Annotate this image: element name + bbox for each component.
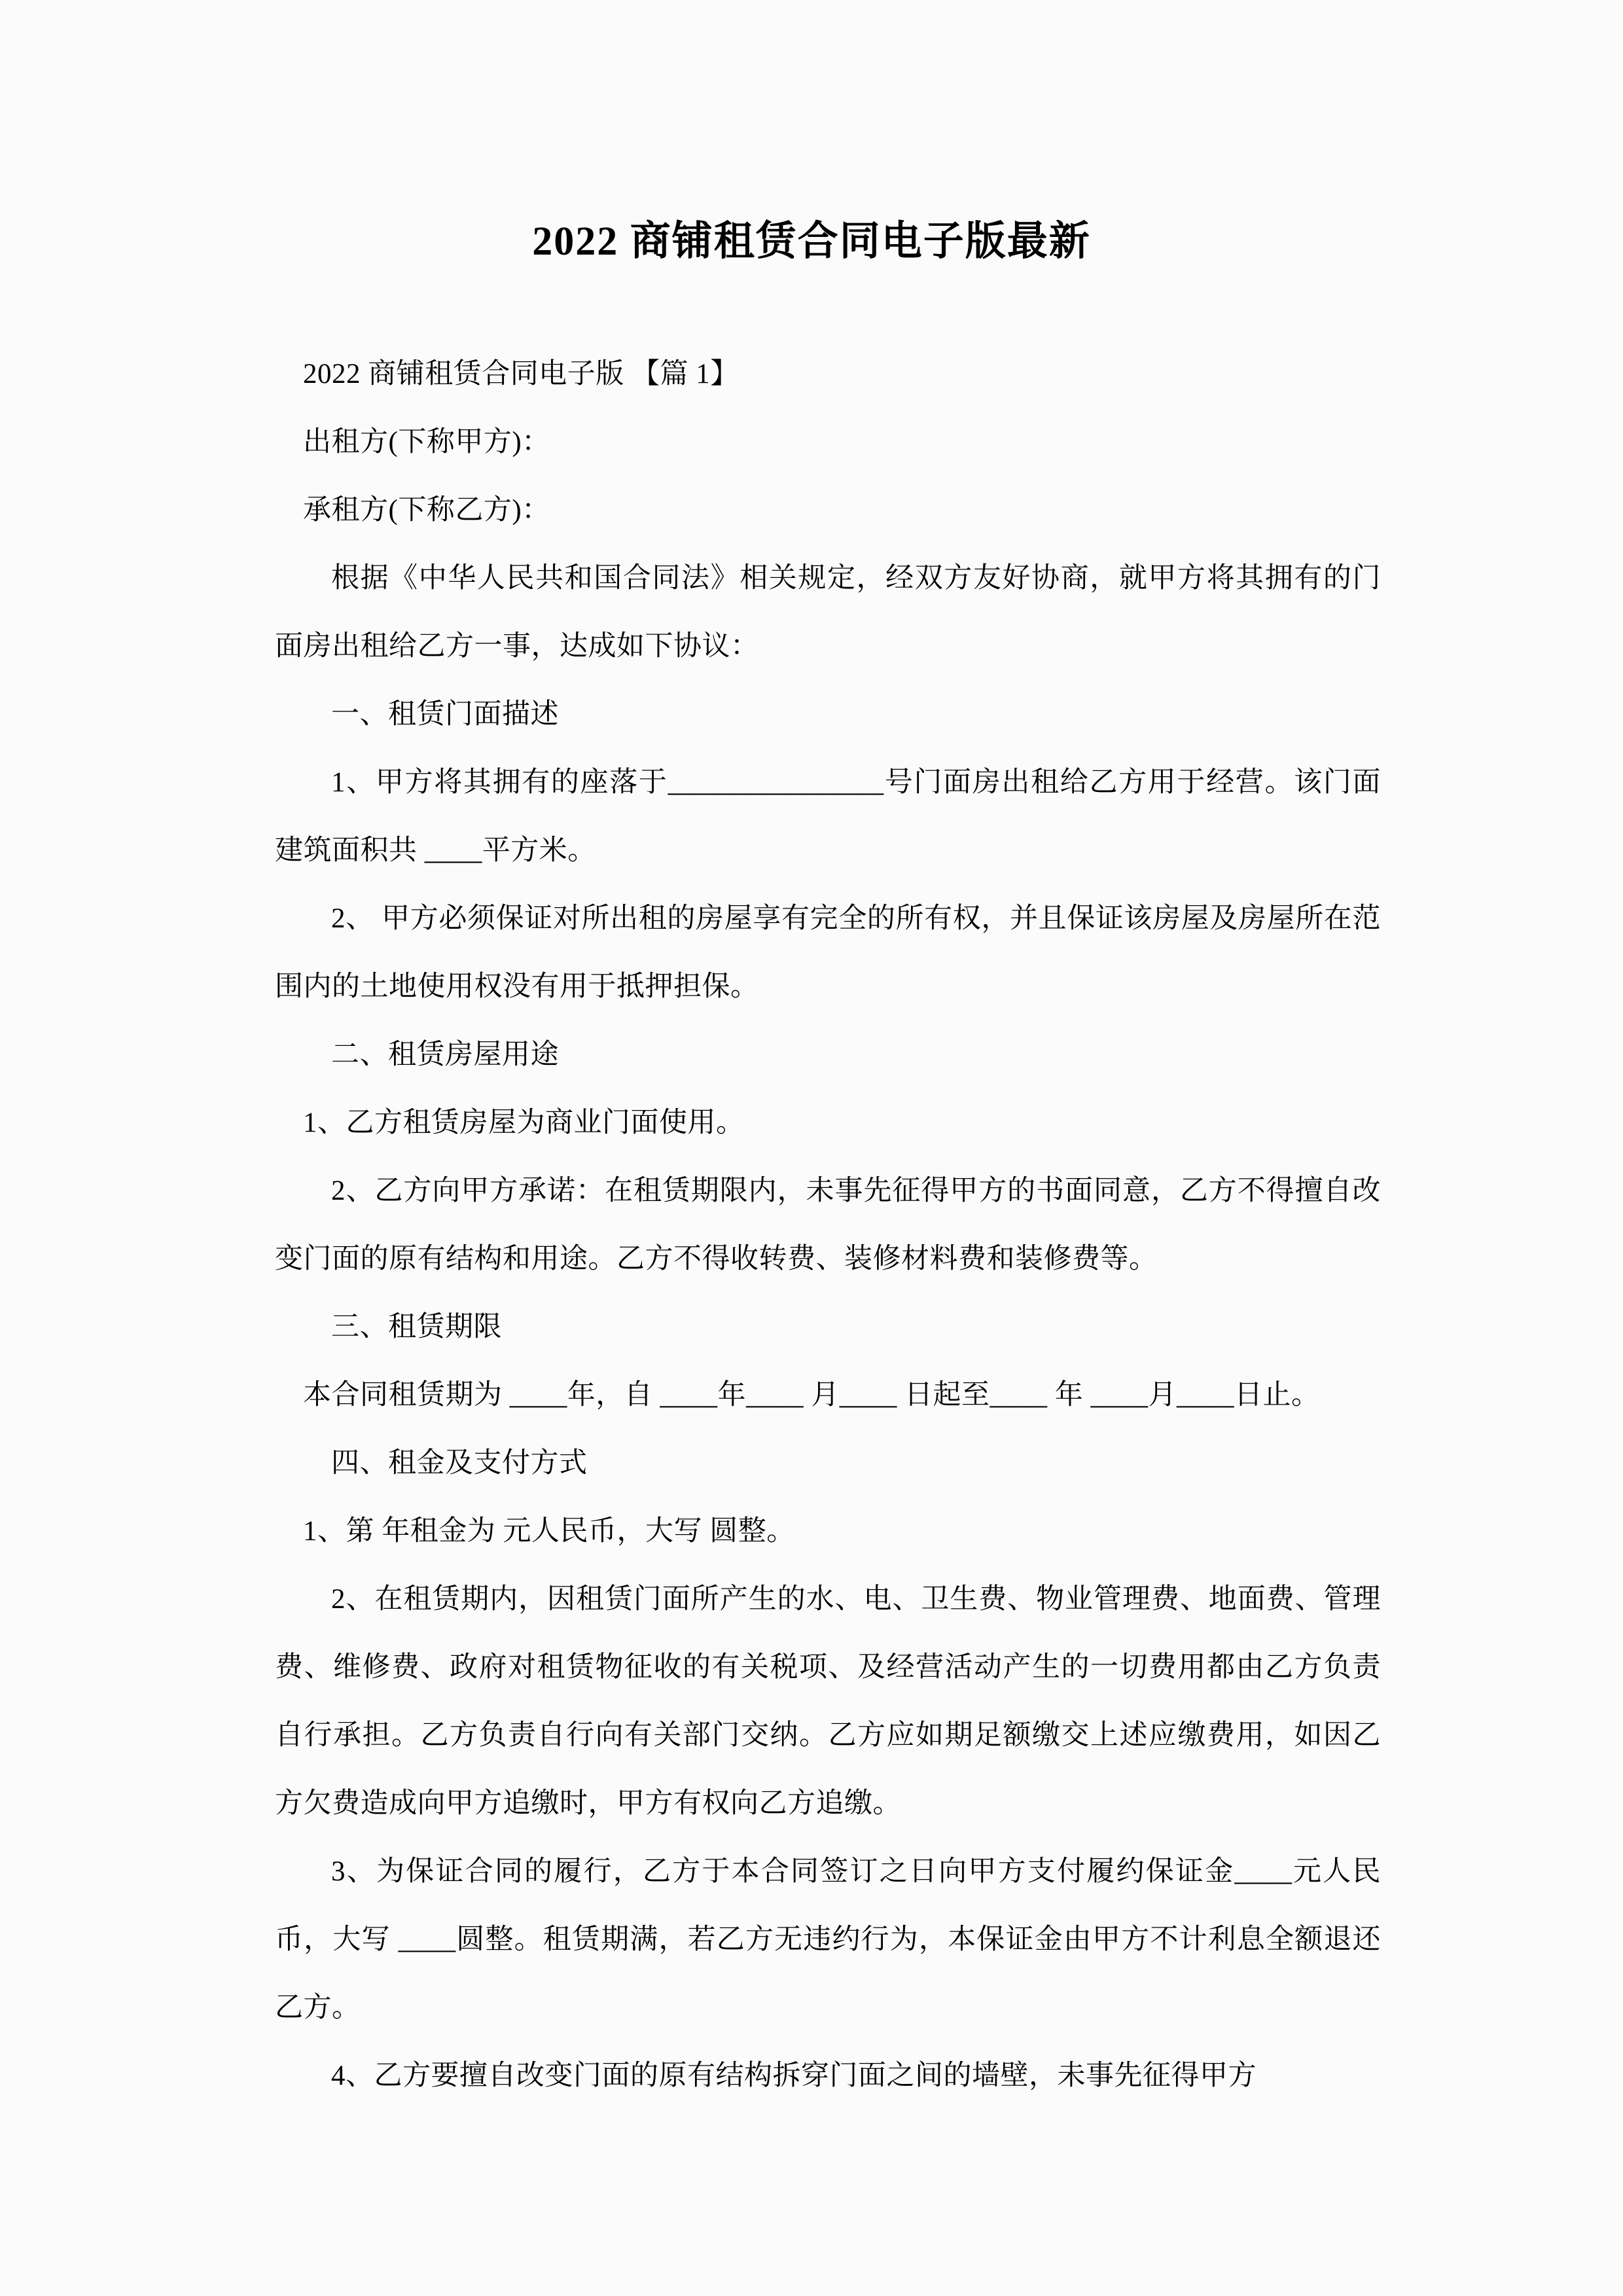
paragraph-section-3-item-1: 本合同租赁期为 ____年，自 ____年____ 月____ 日起至____ 年 ____月____日止。 [303, 1380, 1320, 1410]
document-body [275, 340, 1381, 2110]
paragraph-section-1-item-2: 2、 甲方必须保证对所出租的房屋享有完全的所有权，并且保证该房屋及房屋所在范围内的土地使用权没有用于抵押担保。 [275, 903, 1381, 1002]
paragraph-section-2-item-2: 2、乙方向甲方承诺：在租赁期限内，未事先征得甲方的书面同意，乙方不得擅自改变门面的原有结构和用途。乙方不得收转费、装修材料费和装修费等。 [275, 1175, 1381, 1274]
heading-section-3: 三、租赁期限 [331, 1312, 502, 1342]
heading-section-4: 四、租金及支付方式 [331, 1448, 588, 1479]
paragraph-section-4-item-4: 4、乙方要擅自改变门面的原有结构拆穿门面之间的墙壁，未事先征得甲方 [331, 2060, 1257, 2091]
paragraph-lessee: 承租方(下称乙方)： [303, 495, 550, 526]
paragraph-preamble: 根据《中华人民共和国合同法》相关规定，经双方友好协商，就甲方将其拥有的门面房出租给乙方一事，达成如下协议： [275, 563, 1381, 662]
paragraph-section-4-item-1: 1、第 年租金为 元人民币，大写 圆整。 [303, 1516, 795, 1547]
paragraph-section-4-item-3: 3、为保证合同的履行，乙方于本合同签订之日向甲方支付履约保证金____元人民币，大写 ____圆整。租赁期满，若乙方无违约行为，本保证金由甲方不计利息全额退还乙方。 [275, 1856, 1381, 2023]
paragraph-subtitle: 2022 商铺租赁合同电子版 【篇 1】 [303, 359, 739, 389]
paragraph-section-1-item-1: 1、甲方将其拥有的座落于_______________号门面房出租给乙方用于经营。该门面建筑面积共 ____平方米。 [275, 767, 1381, 866]
page-title: 2022 商铺租赁合同电子版最新 [532, 219, 1091, 264]
paragraph-section-2-item-1: 1、乙方租赁房屋为商业门面使用。 [303, 1107, 745, 1138]
paragraph-lessor: 出租方(下称甲方)： [303, 427, 550, 457]
heading-section-1: 一、租赁门面描述 [331, 699, 559, 730]
heading-section-2: 二、租赁房屋用途 [331, 1039, 559, 1070]
paragraph-section-4-item-2: 2、在租赁期内，因租赁门面所产生的水、电、卫生费、物业管理费、地面费、管理费、维修费、政府对租赁物征收的有关税项、及经营活动产生的一切费用都由乙方负责自行承担。乙方负责自行向有关部门交纳。乙方应如期足额缴交上述应缴费用，如因乙方欠费造成向甲方追缴时，甲方有权向乙方追缴。 [275, 1584, 1381, 1819]
